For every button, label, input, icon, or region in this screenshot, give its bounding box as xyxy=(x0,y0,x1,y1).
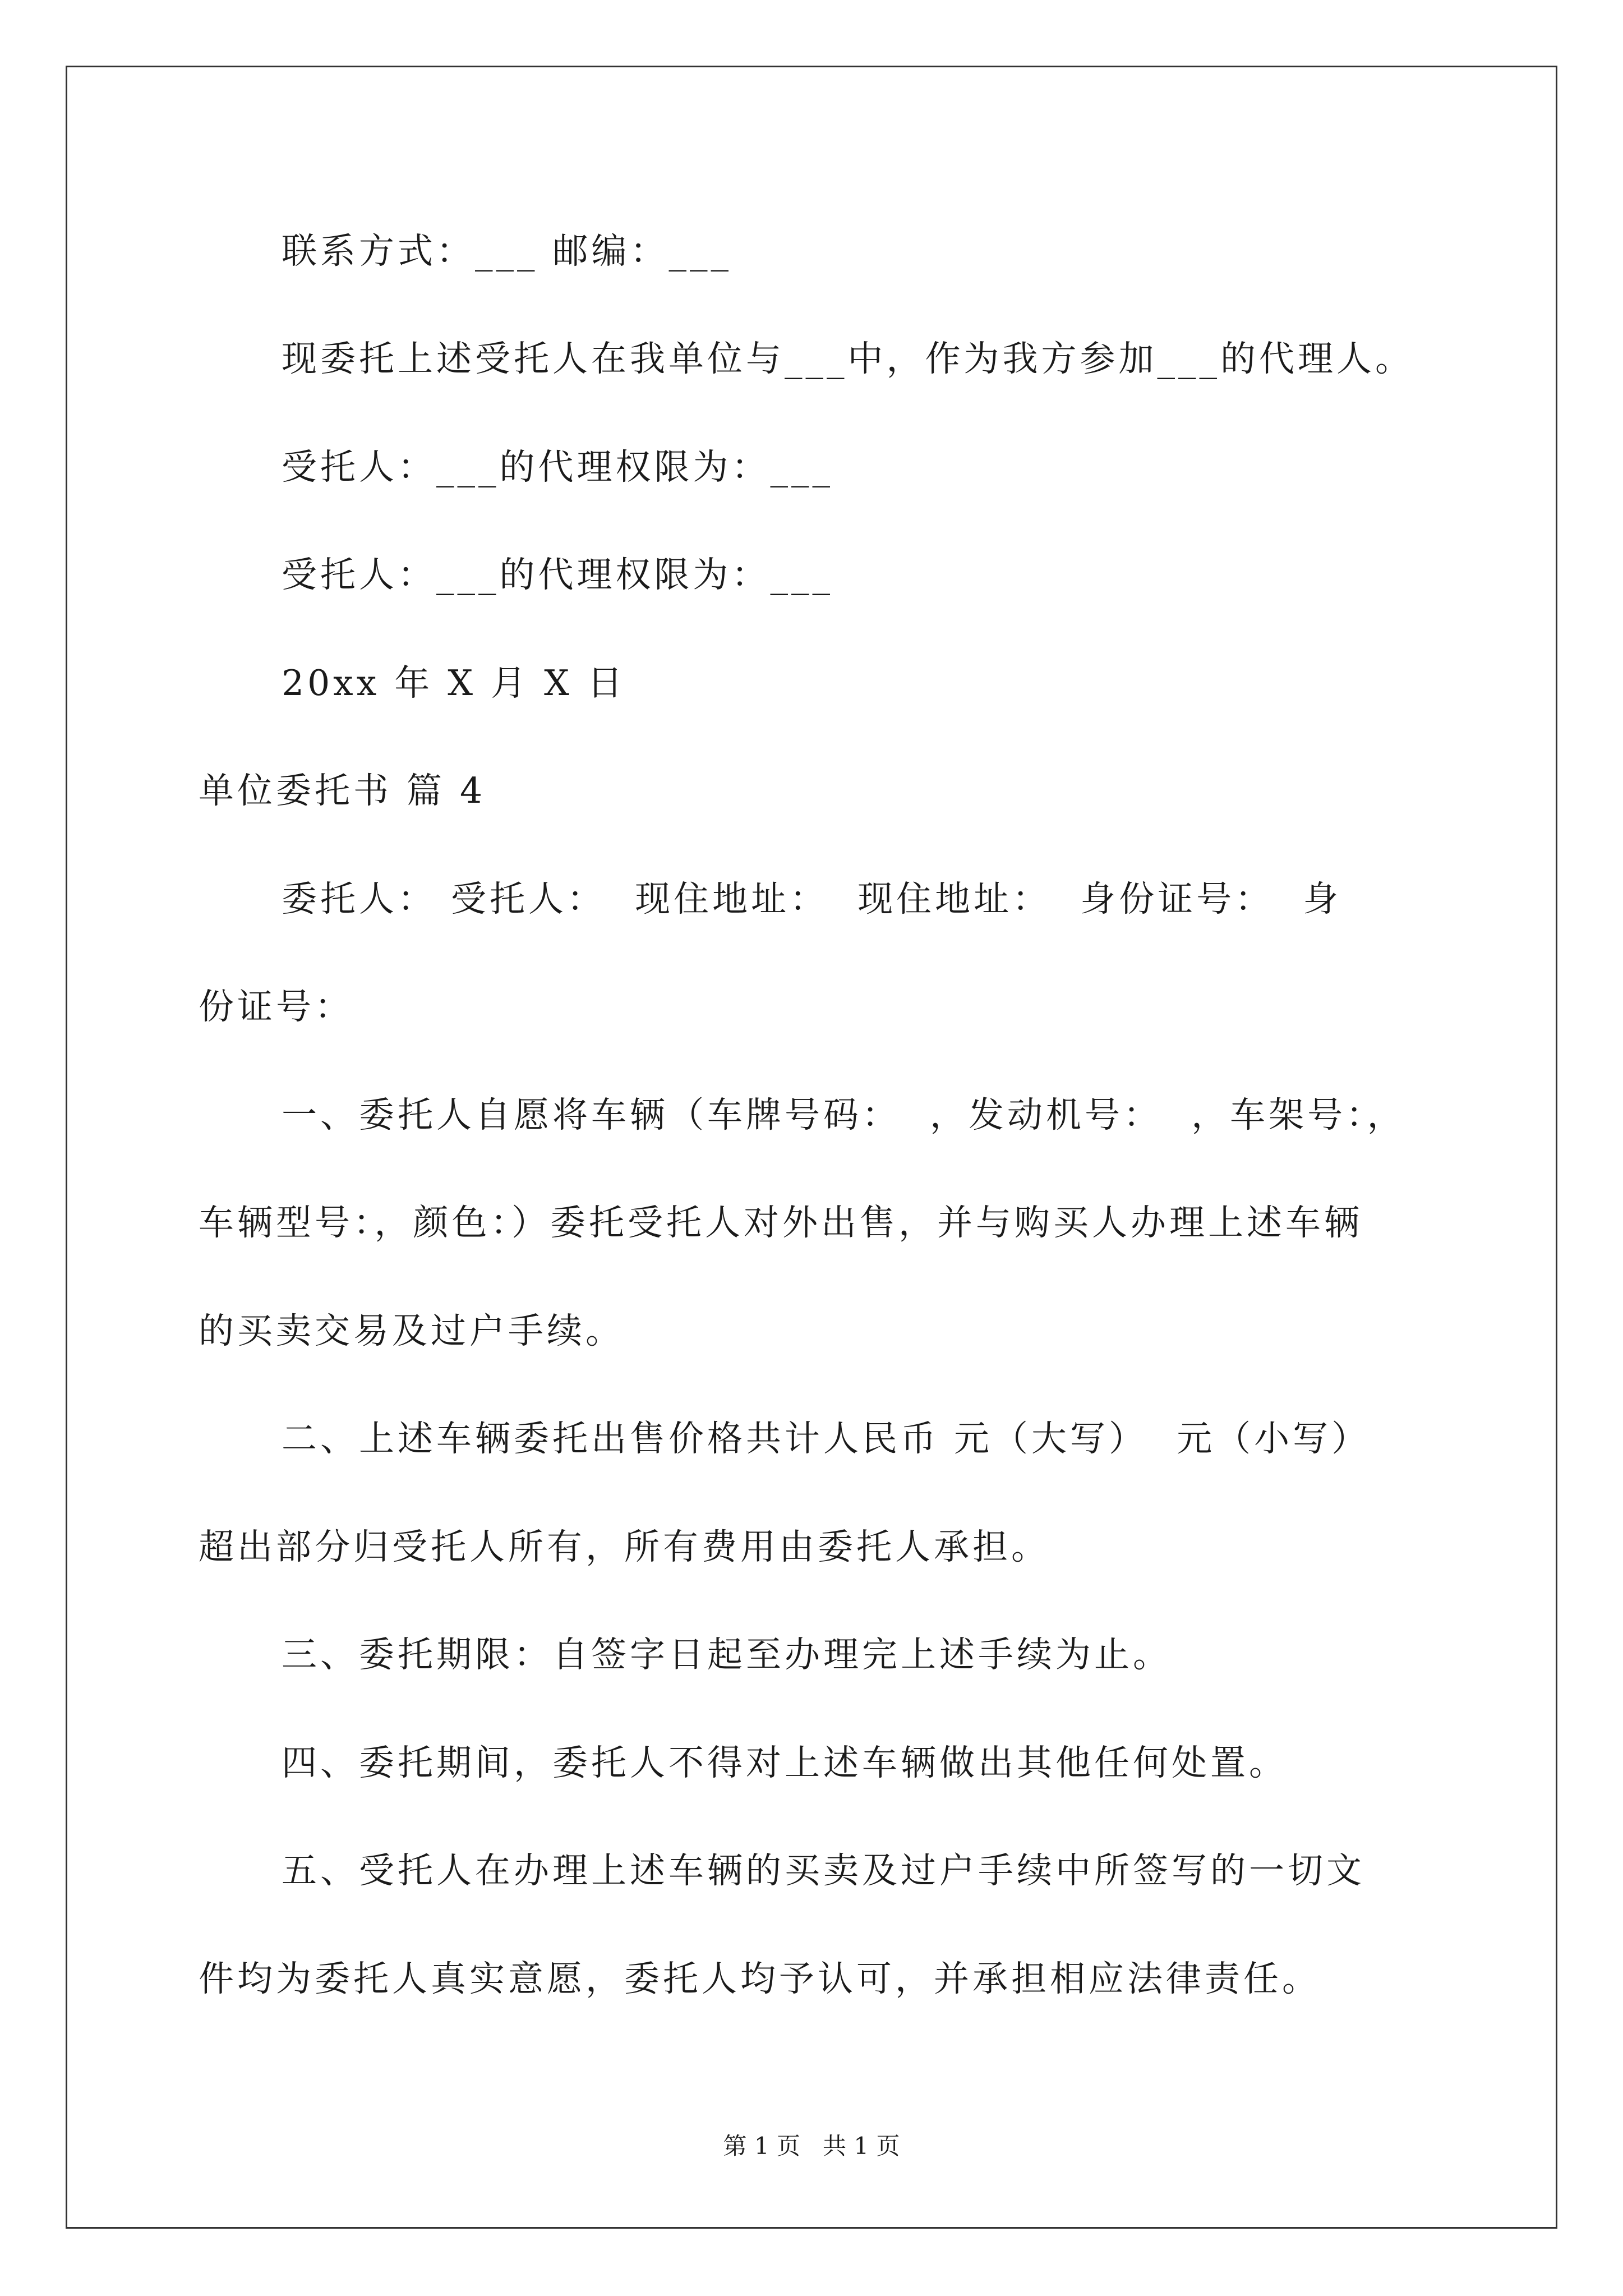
clause-1-line-2: 车辆型号：，颜色：）委托受托人对外出售，并与购买人办理上述车辆 xyxy=(199,1202,1363,1243)
entrust-purpose-line: 现委托上述受托人在我单位与___中，作为我方参加___的代理人。 xyxy=(282,338,1414,379)
clause-1-line-1: 一、委托人自愿将车辆（车牌号码： ，发动机号： ，车架号：， xyxy=(282,1094,1406,1135)
clause-5-line-2: 件均为委托人真实意愿，委托人均予认可，并承担相应法律责任。 xyxy=(199,1958,1321,1999)
page-border xyxy=(66,66,1557,2229)
clause-2-line-1: 二、上述车辆委托出售价格共计人民币 元（大写） 元（小写） xyxy=(282,1418,1371,1459)
parties-line-continued: 份证号： xyxy=(199,986,353,1027)
clause-4-line: 四、委托期间，委托人不得对上述车辆做出其他任何处置。 xyxy=(282,1742,1288,1783)
contact-line: 联系方式：___ 邮编：___ xyxy=(282,231,732,272)
agent-authority-line-1: 受托人：___的代理权限为：___ xyxy=(282,447,833,487)
page-number-footer: 第 1 页 共 1 页 xyxy=(723,2132,900,2160)
clause-1-line-3: 的买卖交易及过户手续。 xyxy=(199,1310,624,1351)
date-line: 20xx 年 X 月 X 日 xyxy=(282,662,626,703)
clause-3-line: 三、委托期限：自签字日起至办理完上述手续为止。 xyxy=(282,1634,1172,1675)
agent-authority-line-2: 受托人：___的代理权限为：___ xyxy=(282,554,833,595)
clause-2-line-2: 超出部分归受托人所有，所有费用由委托人承担。 xyxy=(199,1526,1050,1567)
clause-5-line-1: 五、受托人在办理上述车辆的买卖及过户手续中所签写的一切文 xyxy=(282,1850,1365,1891)
section-heading: 单位委托书 篇 4 xyxy=(199,770,486,811)
parties-line: 委托人： 受托人： 现住地址： 现住地址： 身份证号： 身 xyxy=(282,878,1342,919)
